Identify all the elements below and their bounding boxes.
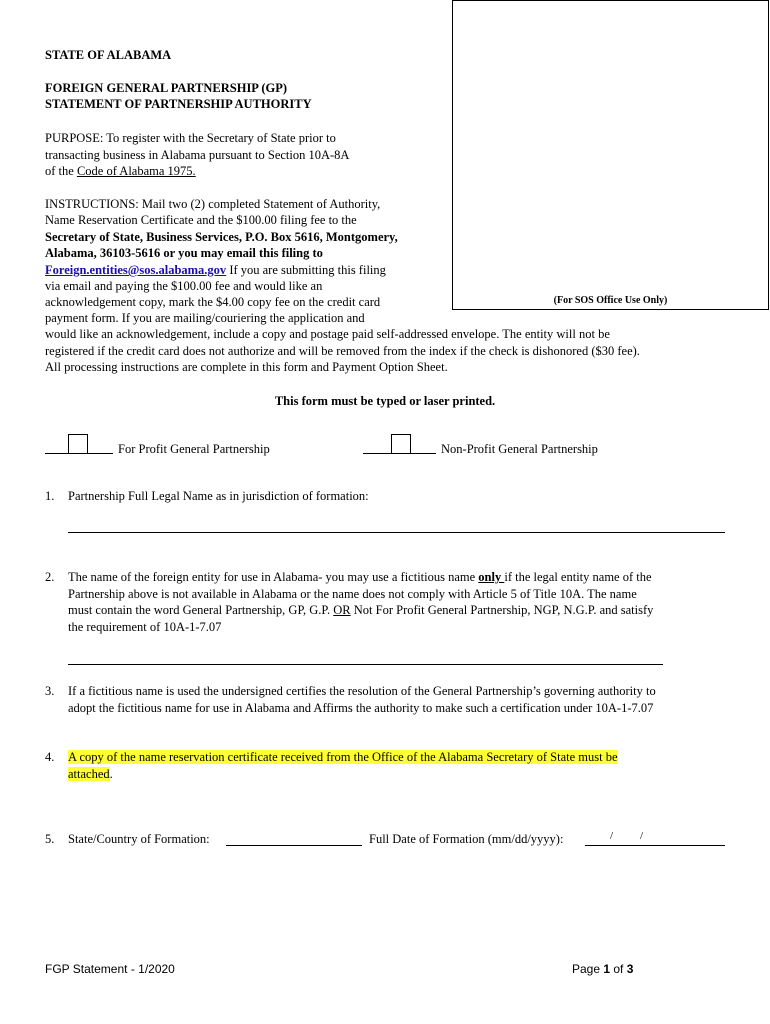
item5-number: 5.	[45, 832, 55, 846]
instructions-line5-rest: If you are submitting this filing	[226, 263, 386, 277]
item2-only-word: only	[478, 570, 505, 584]
fictitious-name-field[interactable]	[68, 664, 663, 665]
item2-line3	[68, 602, 728, 619]
item2-line3-post: Not For Profit General Partnership, NGP, N.G.P. and satisfy	[350, 603, 654, 617]
form-title-line2: STATEMENT OF PARTNERSHIP AUTHORITY	[45, 97, 312, 111]
item3-line1: If a fictitious name is used the undersigned certifies the resolution of the General Partnership’s governing authority to	[68, 684, 656, 698]
purpose-line2: transacting business in Alabama pursuant to Section 10A-8A	[45, 148, 350, 162]
non-profit-label: Non-Profit General Partnership	[441, 442, 598, 456]
instructions-line8: payment form. If you are mailing/couriering the application and	[45, 311, 365, 325]
code-of-alabama-ref: Code of Alabama 1975.	[76, 164, 196, 178]
state-country-label: State/Country of Formation:	[68, 832, 210, 846]
purpose-line1: PURPOSE: To register with the Secretary of State prior to	[45, 131, 336, 145]
non-profit-checkbox[interactable]	[391, 434, 411, 454]
item4-line2-end: .	[109, 767, 113, 781]
for-profit-label: For Profit General Partnership	[118, 442, 270, 456]
instructions-address: Secretary of State, Business Services, P.O. Box 5616, Montgomery,	[45, 230, 398, 244]
footer-form-id: FGP Statement - 1/2020	[45, 962, 175, 976]
page-indicator	[572, 961, 633, 978]
purpose-line3-prefix: of the	[45, 164, 77, 178]
state-country-field[interactable]	[226, 845, 362, 846]
legal-name-field[interactable]	[68, 532, 725, 533]
state-heading: STATE OF ALABAMA	[45, 48, 172, 62]
item2-line4: the requirement of 10A-1-7.07	[68, 620, 222, 634]
page-total: 3	[626, 962, 634, 976]
page-prefix: Page	[572, 962, 604, 976]
item2-line1	[68, 569, 728, 586]
typed-notice: This form must be typed or laser printed.	[274, 394, 496, 408]
instructions-line11: All processing instructions are complete in this form and Payment Option Sheet.	[45, 360, 448, 374]
item4-line1-highlight: A copy of the name reservation certificate received from the Office of the Alabama Secretary of State must be	[68, 750, 618, 764]
date-separator-1: /	[610, 830, 614, 842]
instructions-line10: registered if the credit card does not authorize and will be removed from the index if the check is dishonored ($30 fee).	[45, 344, 640, 358]
item3-number: 3.	[45, 684, 55, 698]
formation-date-field[interactable]	[585, 845, 725, 846]
item2-line1-pre: The name of the foreign entity for use in Alabama- you may use a fictitious name	[68, 570, 479, 584]
page-of: of	[610, 962, 627, 976]
email-link[interactable]: Foreign.entities@sos.alabama.gov	[45, 263, 227, 277]
item3-line2: adopt the fictitious name for use in Alabama and Affirms the authority to make such a certification under 10A-1-7.07	[68, 701, 654, 715]
item2-line2: Partnership above is not available in Alabama or the name does not comply with Article 5 of Title 10A. The name	[68, 587, 637, 601]
item4-line1	[68, 749, 728, 766]
for-profit-checkbox[interactable]	[68, 434, 88, 454]
instructions-line7: acknowledgement copy, mark the $4.00 copy fee on the credit card	[45, 295, 381, 309]
instructions-line4: Alabama, 36103-5616 or you may email this filing to	[45, 246, 323, 260]
instructions-line6: via email and paying the $100.00 fee and would like an	[45, 279, 323, 293]
instructions-line1: INSTRUCTIONS: Mail two (2) completed Statement of Authority,	[45, 197, 381, 211]
sos-office-use-caption: (For SOS Office Use Only)	[553, 295, 668, 306]
item2-number: 2.	[45, 570, 55, 584]
item2-line1-post: if the legal entity name of the	[504, 570, 652, 584]
date-separator-2: /	[640, 830, 644, 842]
item4-number: 4.	[45, 750, 55, 764]
item4-line2-highlight: attached	[68, 767, 110, 781]
item2-or-word: OR	[333, 603, 351, 617]
item1-text: Partnership Full Legal Name as in jurisdiction of formation:	[68, 489, 369, 503]
item1-number: 1.	[45, 489, 55, 503]
item4-line2	[68, 766, 728, 783]
item2-line3-pre: must contain the word General Partnership, GP, G.P.	[68, 603, 334, 617]
instructions-line5	[45, 262, 386, 279]
instructions-line9: would like an acknowledgement, include a copy and postage paid self-addressed envelope. The entity will not be	[45, 327, 610, 341]
sos-office-use-box	[452, 0, 769, 310]
instructions-line2: Name Reservation Certificate and the $100.00 filing fee to the	[45, 213, 357, 227]
page-number: 1	[603, 962, 611, 976]
form-title-line1: FOREIGN GENERAL PARTNERSHIP (GP)	[45, 81, 288, 95]
purpose-line3	[45, 163, 196, 180]
formation-date-label: Full Date of Formation (mm/dd/yyyy):	[369, 832, 564, 846]
